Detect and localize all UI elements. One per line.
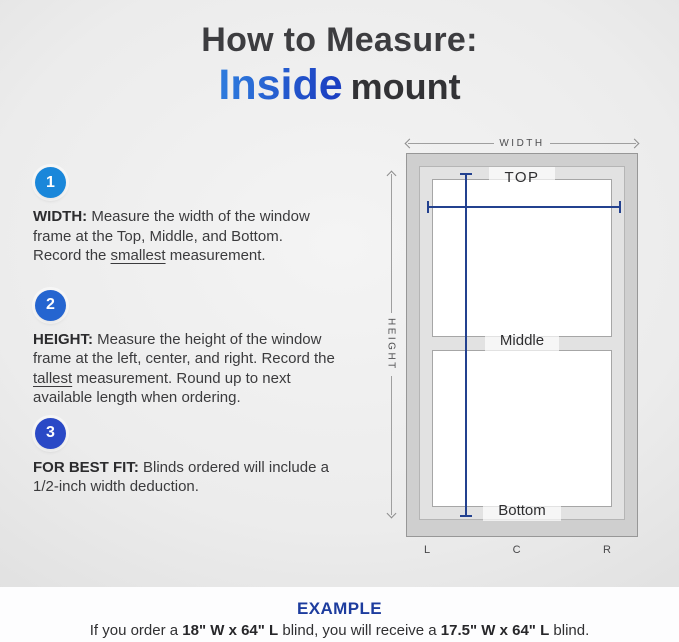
- label-bottom-text: Bottom: [483, 500, 561, 521]
- width-arrow-line-left: [408, 143, 494, 144]
- example-heading: EXAMPLE: [297, 599, 382, 618]
- example-order-size: 18" W x 64" L: [182, 622, 279, 639]
- example-suffix: blind.: [549, 622, 590, 639]
- window-pane-bottom: [432, 350, 612, 507]
- example-section: [0, 587, 679, 642]
- height-arrow-line-top: [391, 174, 392, 313]
- title-line-2: [0, 61, 679, 110]
- step-1-text: [33, 207, 335, 266]
- width-dimension-arrow: [406, 136, 638, 150]
- page-title: How to Measure:: [201, 21, 478, 59]
- step-2-body: Measure the height of the window frame at the left, center, and right. Record the: [33, 330, 335, 367]
- label-middle-text: Middle: [485, 330, 559, 351]
- window-pane-top: [432, 179, 612, 337]
- lcr-markers: [406, 544, 638, 556]
- arrow-up-chevron-icon: [386, 171, 396, 181]
- label-top: [406, 169, 638, 187]
- width-dimension-label: WIDTH: [499, 137, 545, 149]
- steps-list: [33, 167, 369, 521]
- title-suffix: mount: [350, 66, 461, 107]
- example-middle: blind, you will receive a: [278, 622, 441, 639]
- title-block: [0, 21, 679, 110]
- arrow-right-chevron-icon: [630, 138, 640, 148]
- step-1-badge: 1: [35, 167, 66, 198]
- step-2-badge: 2: [35, 290, 66, 321]
- step-3: [33, 418, 369, 497]
- step-3-lead: FOR BEST FIT:: [33, 458, 139, 476]
- arrow-down-chevron-icon: [386, 509, 396, 519]
- step-2-body-end: measurement. Round up to next available length when ordering.: [33, 369, 291, 406]
- step-2-lead: HEIGHT:: [33, 330, 93, 348]
- step-3-badge: 3: [35, 418, 66, 449]
- step-1-underlined-word: smallest: [110, 247, 166, 264]
- label-top-text: TOP: [489, 167, 554, 188]
- example-text: [0, 622, 679, 639]
- arrow-left-chevron-icon: [405, 138, 415, 148]
- label-middle: [406, 332, 638, 350]
- step-1: [33, 167, 369, 266]
- step-2-text: [33, 330, 335, 408]
- step-1-lead: WIDTH:: [33, 208, 88, 225]
- width-measure-line: [427, 206, 621, 208]
- step-2-underlined-word: tallest: [33, 369, 73, 387]
- step-3-body: Blinds ordered will include a 1/2-inch width deduction.: [33, 458, 329, 495]
- example-prefix: If you order a: [89, 622, 183, 639]
- marker-left: L: [424, 544, 432, 556]
- title-highlight: Inside: [218, 61, 343, 109]
- step-3-text: [33, 458, 335, 497]
- marker-center: C: [512, 544, 522, 556]
- height-dimension-label: HEIGHT: [385, 318, 397, 371]
- marker-right: R: [603, 544, 612, 556]
- step-1-body: Measure the width of the window frame at the Top, Middle, and Bottom. Record the: [33, 208, 310, 264]
- height-arrow-line-bottom: [391, 376, 392, 515]
- width-arrow-line-right: [550, 143, 636, 144]
- step-2: [33, 290, 369, 408]
- label-bottom: [406, 502, 638, 520]
- height-dimension-arrow: [384, 172, 398, 517]
- example-receive-size: 17.5" W x 64" L: [440, 622, 550, 639]
- step-1-body-end: measurement.: [165, 247, 266, 264]
